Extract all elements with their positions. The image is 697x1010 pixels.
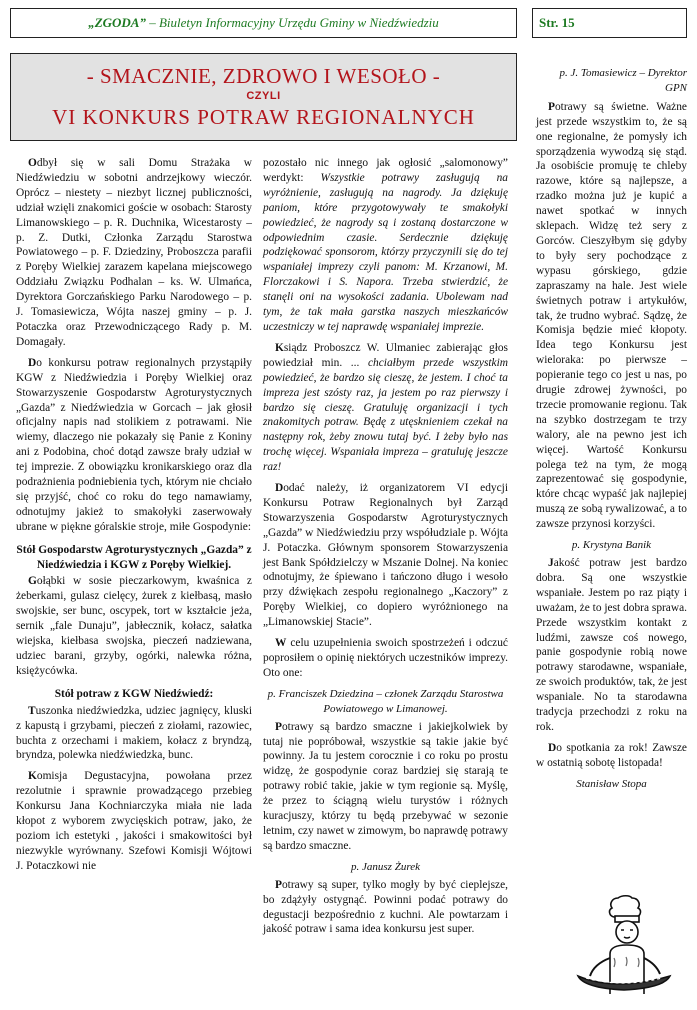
paragraph: Do konkursu potraw regionalnych przystąpiły KGW z Niedźwiedzia i Poręby Wielkiej oraz Stowarzyszenie Gospodarstw Agroturystycznych „Gazda” z Niedźwiedzia w Gorcach – jak głosił oficjalny napis nad stolikiem z potrawami. Nie wiemy, dlaczego nie pokazały się Panie z Koniny ani z Podobina, choć dotąd zawsze brały udział w tej imprezie. Z obowiązku kronikarskiego oraz dla podrażnienia podniebienia tych, którym nie chciało się przyjść, choć co roku do tego namawiamy, odnotujmy jakież to smakołyki zaserwowały ubrane w piękne góralskie stroje, miłe Gospodynie: xyxy=(16,356,252,533)
paragraph: pozostało nic innego jak ogłosić „salomonowy” werdykt: Wszystkie potrawy zasługują na wyróżnienie, zasługują na nagrody. Ja dziękuję paniom, które przygotowywały te smakołyki powiedzieć, że nagrody są i zostaną dostarczone w odpowiednim czasie. Serdecznie dziękuję podziękować sponsorom, którzy przyczynili się do tej wspaniałej imprezy czyli panom: M. Krzanowi, M. Florczakowi i S. Napora. Trzeba stwierdzić, że stanęli oni na wysokości zadania. Ubolewam nad tym, że tak mała garstka naszych mieszkańców uczestniczy w tej naprawdę wspaniałej imprezie. xyxy=(263,157,508,333)
paragraph: Potrawy są świetne. Ważne jest przede wszystkim to, że są one regionalne, że pomysły ich sporządzenia wywodzą się stąd. Ja osobiście promuję te chleby razowe, które są najlepsze, a rzadko można już je kupić a nawet spotkać w innych sklepach. Widzę też sery z Gorców. Cieszyłbym się gdyby to były sery pochodzące z wypasu górskiego, gdzie zapraszamy na hale. Jest wiele świetnych potraw i artykułów, tak, że trudno wybrać. Sądzę, że Komisja będzie mieć kłopoty. Idea tego Konkursu jest wieloraka: po pierwsze – popieranie tego co jest u nas, po drugie zdrowej żywności, po trzecie promowanie regionu. Tak na szybko dostrzegam te trzy walory, ale na pewno jest ich więcej. Wartość Konkursu polega też na tym, że mogą zaprezentować się gospodynie, które chcąc wypaść jak najlepiej muszą ze sobą rywalizować, a to zawsze przynosi korzyści. xyxy=(536,100,687,531)
article-author: Stanisław Stopa xyxy=(576,777,647,790)
paragraph: Tuszonka niedźwiedzka, udziec jagnięcy, kluski z kapustą i grzybami, pieczeń z ziołami, razowiec, buchta z orzechami i makiem, kołacz z bryndzą, bryndza, polewka niedźwiedzka, bunc. xyxy=(16,704,252,762)
title-line-1: - SMACZNIE, ZDROWO I WESOŁO - xyxy=(86,64,441,88)
paragraph: Odbył się w sali Domu Strażaka w Niedźwiedziu w sobotni andrzejkowy wieczór. Oprócz – niestety – niezbyt licznej publiczności, udział wzięli znakomici goście w osobach: Starosty Limanowskiego – p. R. Duchnika, Wicestarosty – p. Z. Dutki, Członka Zarządu Starostwa Powiatowego – p. F. Dziedziny, Proboszcza parafii z Poręby Wielkiej zarazem kapelana miejscowego Oddziału Związku Podhalan – ks. W. Ulmańca, Dyrektora Gorczańskiego Parku Narodowego – p. J. Tomasiewicza, Wójta naszej gminy – p. J. Potaczka oraz Przewodniczącego Rady p. M. Domagały. xyxy=(16,157,252,348)
article-title-box xyxy=(10,53,517,141)
chef-cooking-icon xyxy=(574,892,682,1000)
column-1 xyxy=(16,156,252,880)
bulletin-header xyxy=(10,8,517,38)
paragraph: Potrawy są super, tylko mogły by być cieplejsze, bo zdążyły ostygnąć. Powinni podać potrawy do degustacji bezpośrednio z kuchni. Ale powtarzam i jakość potraw i sama idea konkursu jest super. xyxy=(263,878,508,936)
bulletin-name: „ZGODA” xyxy=(88,15,146,30)
paragraph: Gołąbki w sosie pieczarkowym, kwaśnica z żeberkami, gulasz cielęcy, żurek z kiełbasą, masło swojskie, ser bunc, oscypek, tort w kształcie jeża, sernik „fale Dunaju”, jabłecznik, kołacz, sałatka wiejska, kiełbasa swojska, pieczeń nadziewana, udziec barani, grzyby, ogórki, nalewka różna, księżycówka. xyxy=(16,575,252,677)
title-line-3: VI KONKURS POTRAW REGIONALNYCH xyxy=(52,105,475,129)
paragraph: Komisja Degustacyjna, powołana przez rezolutnie i sprawnie prowadzącego przebieg Konkursu Jana Kochniarczyka miała nie lada kłopot z wyborem zwycięskich potraw, jako, że poziom ich estetyki , jakości i smakowitości był niezwykle wyrównany. Szefowi Komisji Wójtowi J. Potaczkowi nie xyxy=(16,770,252,872)
subheading: Stół potraw z KGW Niedźwiedź: xyxy=(54,687,214,700)
paragraph: Do spotkania za rok! Zawsze w ostatnią sobotę listopada! xyxy=(536,741,687,769)
column-3 xyxy=(536,56,687,795)
paragraph: Jakość potraw jest bardzo dobra. Są one wszystkie wspaniałe. Jestem po raz piąty i uważam, że to jest dobra sprawa. Przede wszystkim kontakt z ludźmi, zawsze coś nowego, panie gospodynie robią nowe potrawy starodawne, wspaniałe, ze swoich produktów, tak, że jest wspaniale. No ta starodawna tradycja przechodzi z roku na rok. xyxy=(536,557,687,733)
interviewee-name: p. Krystyna Banik xyxy=(571,539,652,552)
title-line-2: CZYLI xyxy=(246,90,281,102)
interviewee-name: p. Franciszek Dziedzina – członek Zarządu Starostwa Powiatowego w Limanowej. xyxy=(267,687,504,715)
paragraph: Ksiądz Proboszcz W. Ulmaniec zabierając głos powiedział min. ... chciałbym przede wszystkim powiedzieć, że bardzo się cieszę, że jestem. I choć ta impreza jest szósty raz, ja jestem po raz pierwszy i bardzo się cieszę. Gratuluję organizacji i tych znakomitych potraw. Będę z utęsknieniem czekał na następny rok, żeby znowu tutaj być. I żeby było nas trochę więcej. Wspaniała impreza – gratuluję jeszcze raz! xyxy=(263,341,508,474)
paragraph: Potrawy są bardzo smaczne i jakiejkolwiek by tutaj nie popróbował, wszystkie są takie jakie być powinny. Ja tu jestem corocznie i co roku po prostu widzę, że gospodynie coraz bardziej się starają te potrawy robić takie, jakie w tym regionie są. Myślę, że przez to ściągną wielu turystów i różnych kuracjuszy, którzy tu będą przebywać w sezonie letnim, czy nawet w zimowym, bo naprawdę potrawy są bardzo smaczne. xyxy=(263,720,508,852)
paragraph: Dodać należy, iż organizatorem VI edycji Konkursu Potraw Regionalnych był Zarząd Stowarzyszenia Gospodarstw Agroturystycznych „Gazda” w Niedźwiedziu przy współudziale p. Wójta J. Potaczka. Głównym sponsorem Stowarzyszenia jest Bank Spółdzielczy w Mszanie Dolnej. Na koniec odnotujmy, że śpiewano i tańczono długo i wesoło przy dźwiękach zespołu regionalnego „Kaczory” z Poręby Wielkiej, co dopiero wyróżnionego na „Limanowskiej Stacie”. xyxy=(263,482,508,629)
interviewee-name: p. Janusz Żurek xyxy=(351,860,420,873)
interviewee-name: p. J. Tomasiewicz – Dyrektor GPN xyxy=(559,67,687,94)
paragraph: W celu uzupełnienia swoich spostrzeżeń i odczuć poprosiłem o opinię niektórych uczestników imprezy. Oto one: xyxy=(263,637,508,679)
subheading: Stół Gospodarstw Agroturystycznych „Gazda” z Niedźwiedzia i KGW z Poręby Wielkiej. xyxy=(16,543,252,571)
bulletin-subtitle: – Biuletyn Informacyjny Urzędu Gminy w Niedźwiedziu xyxy=(145,15,439,30)
column-2 xyxy=(263,156,508,943)
page-number: Str. 15 xyxy=(532,8,687,38)
